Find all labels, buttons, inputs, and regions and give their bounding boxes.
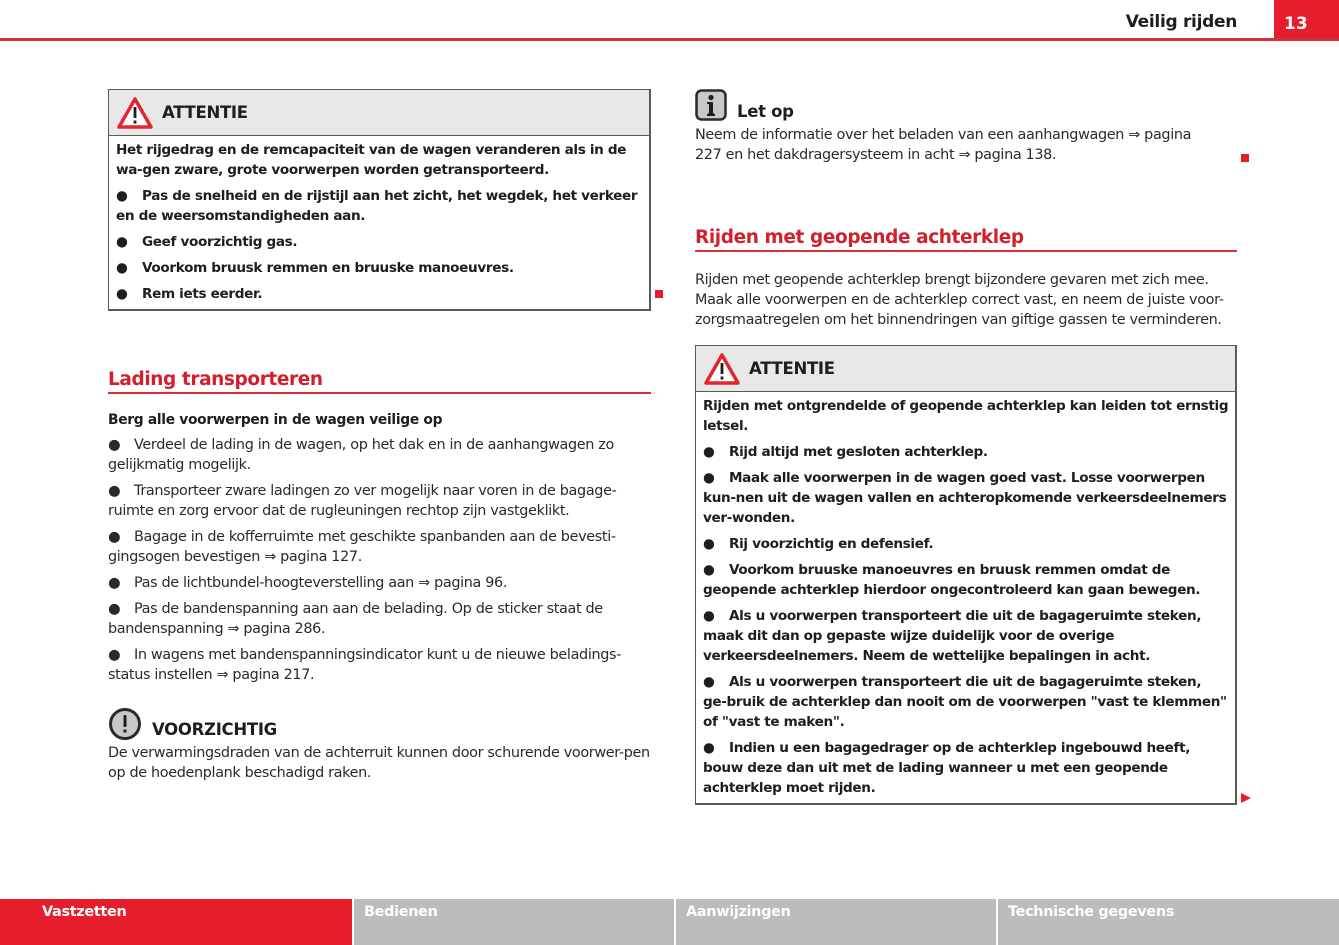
achterklep-intro: Rijden met geopende achterklep brengt bijzondere gevaren met zich mee. Maak alle voorwerpen en de achterklep correct vast, en neem de juiste voor-zorgsmaatregelen om het binnendringen van giftige gassen te verminderen. bbox=[695, 272, 1224, 328]
bullet-icon: ● bbox=[703, 740, 715, 756]
footer-tab-vastzetten[interactable]: Vastzetten bbox=[0, 899, 352, 945]
voorzichtig-header bbox=[108, 707, 651, 741]
list-item: ● Voorkom bruusk remmen en bruuske manoeuvres. bbox=[116, 260, 514, 276]
list-item: ● Rem iets eerder. bbox=[116, 286, 263, 302]
info-icon bbox=[695, 89, 727, 121]
bullet-icon: ● bbox=[703, 674, 715, 690]
let-op-header bbox=[695, 89, 1237, 121]
list-item: ● Rij voorzichtig en defensief. bbox=[703, 536, 934, 552]
running-header-title: Veilig rijden bbox=[1125, 12, 1237, 32]
bullet-icon: ● bbox=[108, 647, 121, 663]
voorzichtig-text: De verwarmingsdraden van de achterruit kunnen door schurende voorwer-pen op de hoedenplank beschadigd raken. bbox=[108, 745, 650, 781]
section-end-marker bbox=[655, 290, 663, 298]
warning-triangle-icon bbox=[703, 352, 741, 386]
attentie-intro: Het rijgedrag en de remcapaciteit van de wagen veranderen als in de wa-gen zware, grote voorwerpen worden getransporteerd. bbox=[116, 142, 627, 178]
footer-tab-technische-gegevens[interactable]: Technische gegevens bbox=[998, 899, 1339, 945]
bullet-icon: ● bbox=[108, 601, 121, 617]
list-item: ● Maak alle voorwerpen in de wagen goed vast. Losse voorwerpen kun-nen uit de wagen vallen en achteropkomende verkeersdeelnemers ver-wonden. bbox=[703, 470, 1227, 526]
section-subheading: Berg alle voorwerpen in de wagen veilige op bbox=[108, 412, 443, 428]
bullet-icon: ● bbox=[116, 188, 128, 204]
voorzichtig-title: VOORZICHTIG bbox=[152, 719, 277, 739]
bullet-icon: ● bbox=[108, 575, 121, 591]
bullet-icon: ● bbox=[703, 536, 715, 552]
bullet-icon: ● bbox=[703, 608, 715, 624]
list-item: ● Pas de snelheid en de rijstijl aan het zicht, het wegdek, het verkeer en de weersomstandigheden aan. bbox=[116, 188, 638, 224]
let-op-text: Neem de informatie over het beladen van een aanhangwagen ⇒ pagina 227 en het dakdragersysteem in acht ⇒ pagina 138. bbox=[695, 127, 1192, 163]
attentie-header bbox=[696, 346, 1235, 392]
section-title-achterklep: Rijden met geopende achterklep bbox=[695, 227, 1237, 252]
attentie-intro: Rijden met ontgrendelde of geopende achterklep kan leiden tot ernstig letsel. bbox=[703, 398, 1229, 434]
page-number: 13 bbox=[1274, 0, 1339, 41]
attentie-box-achterklep bbox=[695, 345, 1237, 805]
right-column bbox=[695, 89, 1237, 805]
bullet-icon: ● bbox=[108, 483, 121, 499]
continue-arrow-icon bbox=[1240, 792, 1252, 804]
bullet-icon: ● bbox=[108, 437, 121, 453]
list-item: ● Pas de lichtbundel-hoogteverstelling aan ⇒ pagina 96. bbox=[108, 575, 508, 591]
attentie-title: ATTENTIE bbox=[162, 103, 248, 122]
bullet-icon: ● bbox=[703, 470, 715, 486]
caution-circle-icon bbox=[108, 707, 142, 741]
list-item: ● Bagage in de kofferruimte met geschikte spanbanden aan de bevesti-gingsogen bevestigen ⇒ pagina 127. bbox=[108, 529, 616, 565]
left-column bbox=[108, 89, 651, 783]
footer-tab-bedienen[interactable]: Bedienen bbox=[354, 899, 674, 945]
footer-tab-aanwijzingen[interactable]: Aanwijzingen bbox=[676, 899, 996, 945]
list-item: ● Geef voorzichtig gas. bbox=[116, 234, 298, 250]
bullet-icon: ● bbox=[116, 286, 128, 302]
let-op-title: Let op bbox=[737, 101, 794, 121]
section-title-lading: Lading transporteren bbox=[108, 369, 651, 394]
list-item: ● Als u voorwerpen transporteert die uit de bagageruimte steken, ge-bruik de achterklep dan nooit om de voorwerpen "vast te klemmen" of "vast te maken". bbox=[703, 674, 1227, 730]
warning-triangle-icon bbox=[116, 96, 154, 130]
list-item: ● Rijd altijd met gesloten achterklep. bbox=[703, 444, 988, 460]
section-end-marker bbox=[1241, 154, 1249, 162]
list-item: ● Transporteer zware ladingen zo ver mogelijk naar voren in de bagage-ruimte en zorg ervoor dat de rugleuningen rechtop zijn vastgeklikt. bbox=[108, 483, 617, 519]
list-item: ● Pas de bandenspanning aan aan de belading. Op de sticker staat de bandenspanning ⇒ pagina 286. bbox=[108, 601, 603, 637]
list-item: ● Als u voorwerpen transporteert die uit de bagageruimte steken, maak dit dan op gepaste wijze duidelijk voor de overige verkeersdeelnemers. Neem de wettelijke bepalingen in acht. bbox=[703, 608, 1202, 664]
attentie-box-load bbox=[108, 89, 651, 311]
bullet-icon: ● bbox=[116, 260, 128, 276]
bullet-icon: ● bbox=[116, 234, 128, 250]
bullet-icon: ● bbox=[108, 529, 121, 545]
bullet-icon: ● bbox=[703, 562, 715, 578]
attentie-title: ATTENTIE bbox=[749, 359, 835, 378]
attentie-header bbox=[109, 90, 649, 136]
attentie-body bbox=[109, 136, 649, 309]
header-rule bbox=[0, 38, 1339, 41]
attentie-body bbox=[696, 392, 1235, 803]
list-item: ● In wagens met bandenspanningsindicator kunt u de nieuwe beladings-status instellen ⇒ pagina 217. bbox=[108, 647, 622, 683]
list-item: ● Indien u een bagagedrager op de achterklep ingebouwd heeft, bouw deze dan uit met de lading wanneer u met een geopende achterklep moet rijden. bbox=[703, 740, 1191, 796]
list-item: ● Voorkom bruuske manoeuvres en bruusk remmen omdat de geopende achterklep hierdoor ongecontroleerd kan gaan bewegen. bbox=[703, 562, 1201, 598]
lading-list bbox=[108, 435, 651, 685]
bullet-icon: ● bbox=[703, 444, 715, 460]
list-item: ● Verdeel de lading in de wagen, op het dak en in de aanhangwagen zo gelijkmatig mogelijk. bbox=[108, 437, 614, 473]
